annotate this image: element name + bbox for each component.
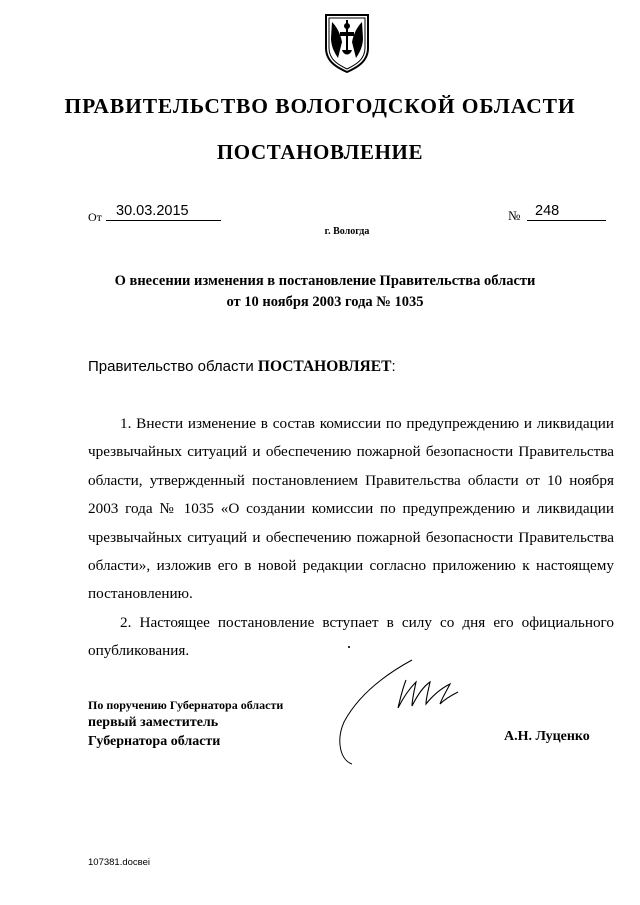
intro-line bbox=[88, 358, 396, 376]
file-reference: 107381.docвеі bbox=[88, 857, 150, 868]
handwritten-signature bbox=[330, 652, 480, 772]
intro-suffix: : bbox=[391, 358, 396, 375]
document-type: ПОСТАНОВЛЕНИЕ bbox=[216, 140, 424, 164]
paragraph-2: 2. Настоящее постановление вступает в силу со дня его официального опубликования. bbox=[88, 613, 614, 660]
intro-prefix: Правительство области bbox=[88, 358, 258, 375]
city: г. Вологда bbox=[324, 226, 370, 237]
stray-dot bbox=[348, 646, 350, 648]
vologda-coat-of-arms-icon bbox=[322, 12, 372, 74]
document-number: 248 bbox=[527, 203, 606, 221]
paragraph-1: 1. Внести изменение в состав комиссии по предупреждению и ликвидации чрезвычайных ситуаций и обеспечению пожарной безопасности Правительства области, утвержденный постановлением Правительства области от 10 ноября 2003 года № 1035 «О создании комиссии по предупреждению и ликвидации чрезвычайных ситуаций и обеспечению пожарной безопасности Правительства области», изложив его в новой редакции согласно приложению к настоящему постановлению. bbox=[88, 415, 614, 603]
signature-line-1: По поручению Губернатора области bbox=[88, 698, 284, 712]
signer-name: А.Н. Луценко bbox=[504, 729, 590, 744]
document-body bbox=[88, 410, 614, 666]
subject-line-1: О внесении изменения в постановление Правительства области bbox=[114, 273, 536, 289]
subject-line-2: от 10 ноября 2003 года № 1035 bbox=[226, 294, 424, 310]
document-date: 30.03.2015 bbox=[106, 203, 221, 221]
intro-keyword: ПОСТАНОВЛЯЕТ bbox=[257, 358, 392, 375]
date-label: От bbox=[88, 210, 102, 224]
document-subject bbox=[80, 271, 570, 313]
signature-line-3: Губернатора области bbox=[88, 734, 221, 749]
number-label: № bbox=[508, 208, 521, 223]
government-title: ПРАВИТЕЛЬСТВО ВОЛОГОДСКОЙ ОБЛАСТИ bbox=[64, 94, 576, 118]
signature-block bbox=[88, 697, 283, 751]
signature-line-2: первый заместитель bbox=[88, 715, 219, 730]
